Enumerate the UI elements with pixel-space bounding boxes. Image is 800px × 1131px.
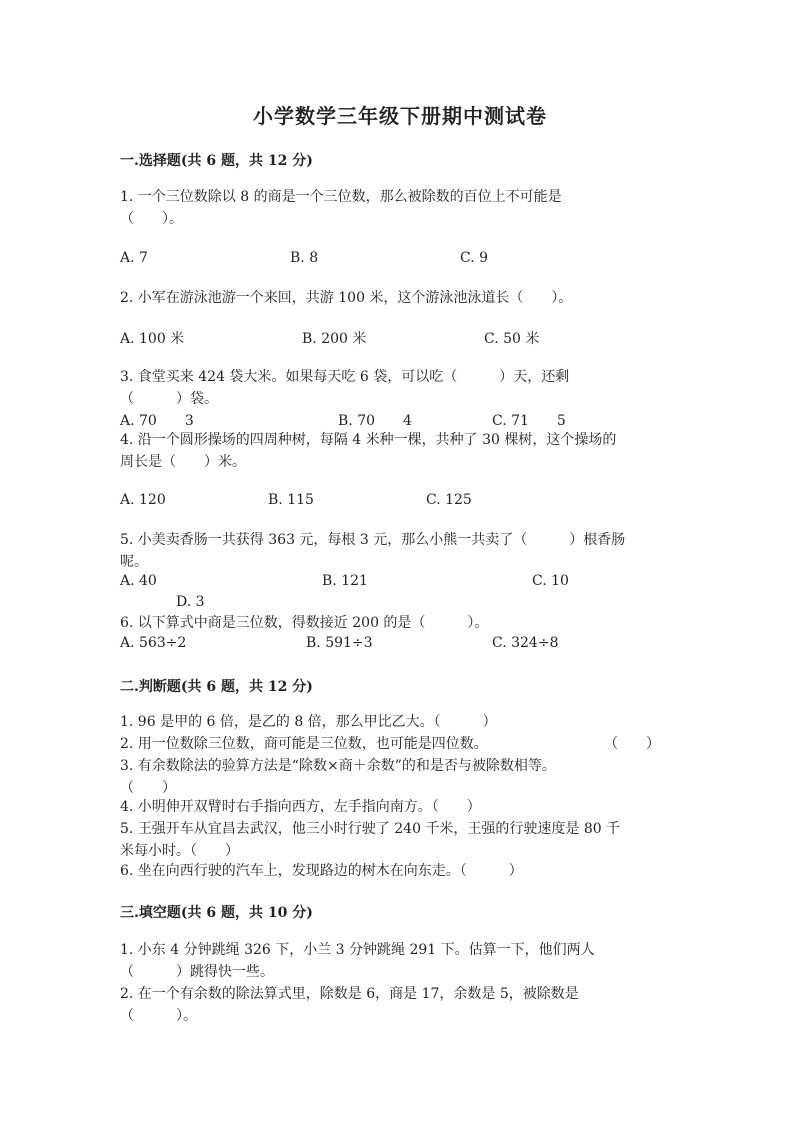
choice-q1-option-c: C. 9 [460, 250, 489, 266]
choice-q3-option-a: A. 70 3 [120, 413, 194, 429]
choice-q4-option-a: A. 120 [120, 492, 166, 508]
choice-q3-line2: （ ）袋。 [120, 391, 218, 407]
choice-q1-line2: （ ）。 [120, 211, 183, 227]
page-title: 小学数学三年级下册期中测试卷 [253, 104, 547, 128]
choice-q5-option-c: C. 10 [532, 573, 569, 589]
section-heading-choice: 一.选择题(共 6 题，共 12 分) [120, 153, 313, 169]
choice-q5-option-a: A. 40 [120, 573, 157, 589]
choice-q6-option-a: A. 563÷2 [120, 635, 187, 651]
choice-q5-option-d: D. 3 [176, 594, 205, 610]
judge-q4: 4. 小明伸开双臂时右手指向西方，左手指向南方。（ ） [120, 799, 481, 815]
choice-q4-option-b: B. 115 [268, 492, 314, 508]
choice-q2-option-c: C. 50 米 [484, 331, 540, 347]
choice-q1-option-a: A. 7 [120, 250, 148, 266]
choice-q2-option-a: A. 100 米 [120, 331, 185, 347]
judge-q2: 2. 用一位数除三位数，商可能是三位数，也可能是四位数。 [120, 736, 488, 752]
choice-q3-option-c: C. 71 5 [492, 413, 566, 429]
judge-q6: 6. 坐在向西行驶的汽车上，发现路边的树木在向东走。（ ） [120, 863, 523, 879]
judge-q3-line1: 3. 有余数除法的验算方法是“除数×商＋余数”的和是否与被除数相等。 [120, 758, 556, 774]
judge-q5-line1: 5. 王强开车从宜昌去武汉，他三小时行驶了 240 千米，王强的行驶速度是 80 千 [120, 821, 621, 837]
fill-q2-line1: 2. 在一个有余数的除法算式里，除数是 6，商是 17，余数是 5，被除数是 [120, 986, 579, 1002]
choice-q4-line2: 周长是（ ）米。 [120, 454, 246, 470]
choice-q3-line1: 3. 食堂买来 424 袋大米。如果每天吃 6 袋，可以吃（ ）天，还剩 [120, 369, 570, 385]
choice-q6-option-c: C. 324÷8 [492, 635, 559, 651]
choice-q4-line1: 4. 沿一个圆形操场的四周种树，每隔 4 米种一棵，共种了 30 棵树，这个操场的 [120, 432, 617, 448]
choice-q5-line2: 呢。 [120, 554, 148, 570]
choice-q4-option-c: C. 125 [426, 492, 472, 508]
fill-q2-line2: （ ）。 [120, 1008, 197, 1024]
judge-q2-blank: （ ） [604, 736, 660, 752]
section-heading-judge: 二.判断题(共 6 题，共 12 分) [120, 679, 313, 695]
judge-q5-line2: 米每小时。（ ） [120, 843, 239, 859]
choice-q2-option-b: B. 200 米 [302, 331, 367, 347]
fill-q1-line1: 1. 小东 4 分钟跳绳 326 下，小兰 3 分钟跳绳 291 下。估算一下，他们两人 [120, 942, 595, 958]
choice-q5-option-b: B. 121 [322, 573, 368, 589]
choice-q2-line1: 2. 小军在游泳池游一个来回，共游 100 米，这个游泳池泳道长（ ）。 [120, 290, 573, 306]
choice-q3-option-b: B. 70 4 [338, 413, 412, 429]
judge-q3-line2: （ ） [120, 780, 176, 796]
fill-q1-line2: （ ）跳得快一些。 [120, 964, 274, 980]
choice-q6-line1: 6. 以下算式中商是三位数，得数接近 200 的是（ ）。 [120, 615, 489, 631]
choice-q5-line1: 5. 小美卖香肠一共获得 363 元，每根 3 元，那么小熊一共卖了（ ）根香肠 [120, 532, 626, 548]
section-heading-fill: 三.填空题(共 6 题，共 10 分) [120, 905, 313, 921]
judge-q1: 1. 96 是甲的 6 倍，是乙的 8 倍，那么甲比乙大。（ ） [120, 714, 497, 730]
choice-q1-line1: 1. 一个三位数除以 8 的商是一个三位数，那么被除数的百位上不可能是 [120, 189, 562, 205]
choice-q6-option-b: B. 591÷3 [306, 635, 373, 651]
choice-q1-option-b: B. 8 [290, 250, 319, 266]
